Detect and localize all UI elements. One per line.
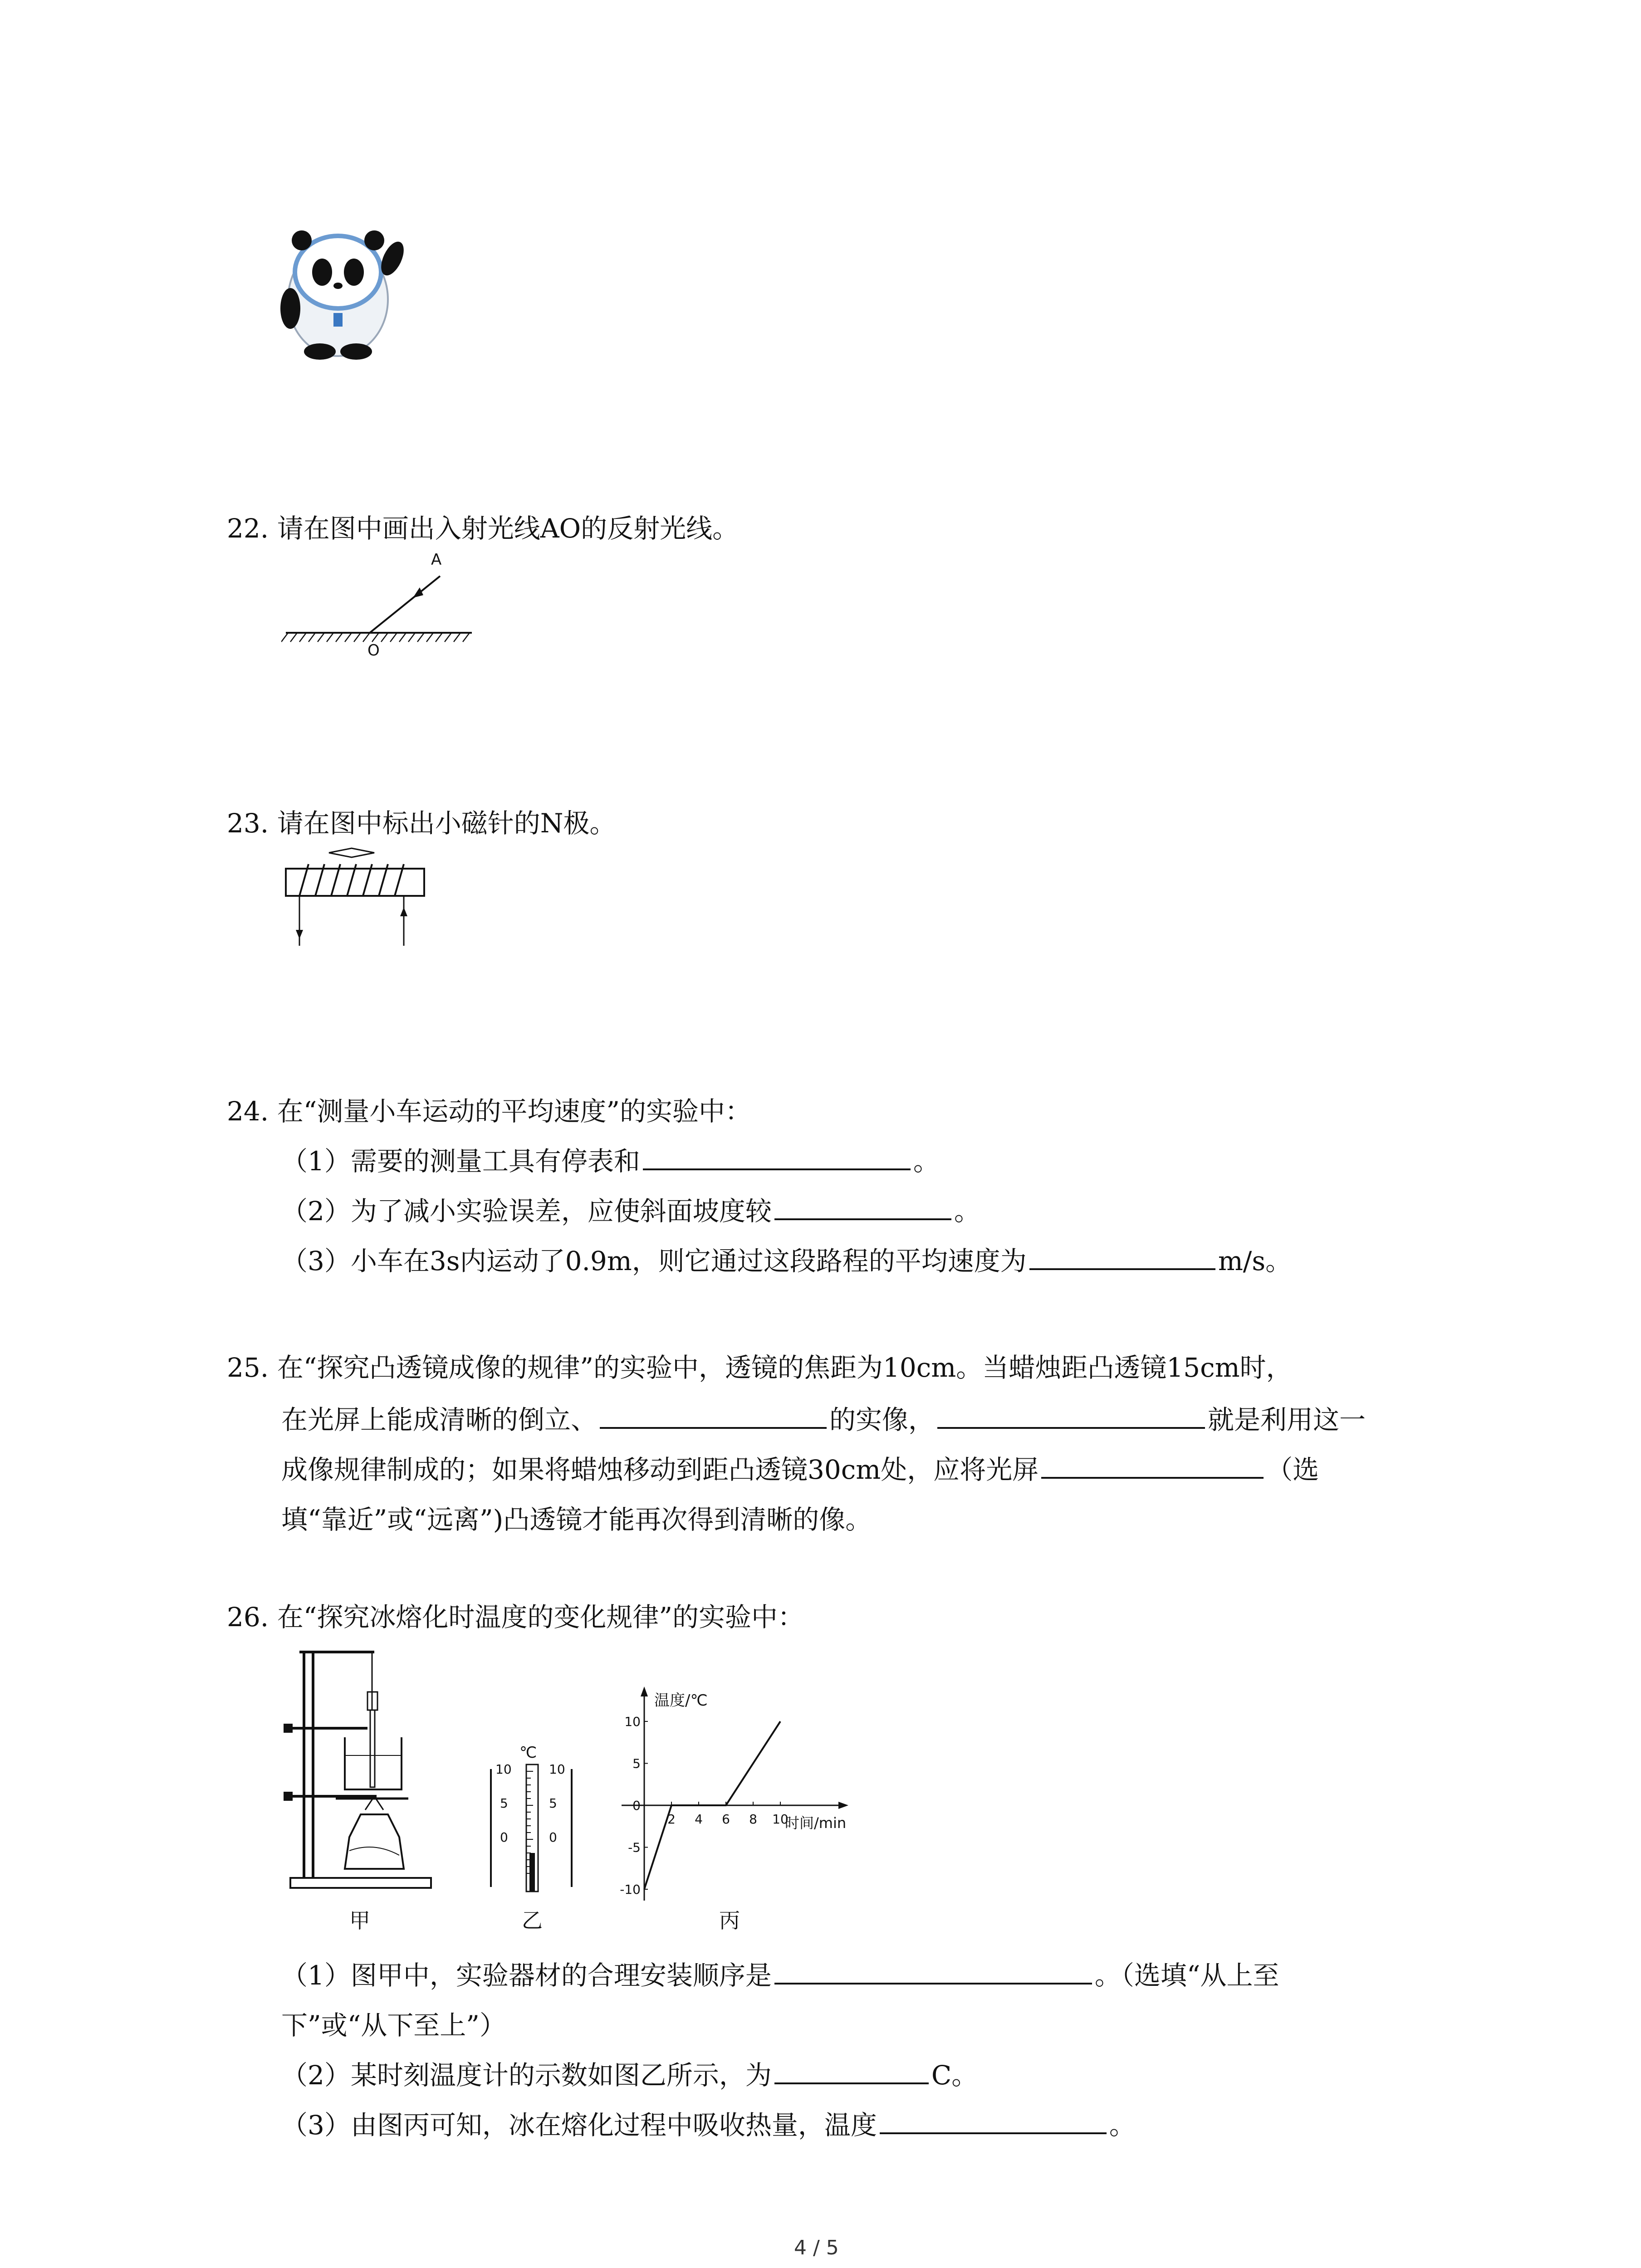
incident-ray bbox=[370, 576, 440, 633]
x-axis-label: 时间/min bbox=[785, 1814, 847, 1832]
question-text: 在“探究凸透镜成像的规律”的实验中，透镜的焦距为10cm。当蜡烛距凸透镜15cm时， bbox=[277, 1352, 1293, 1383]
unit-label: ℃ bbox=[519, 1744, 537, 1762]
thermometer-figure bbox=[481, 1737, 585, 1937]
question-24-part-3 bbox=[281, 1236, 1292, 1286]
label-jia: 甲 bbox=[349, 1908, 370, 1933]
answer-blank[interactable] bbox=[880, 2106, 1107, 2134]
part-end: m/s。 bbox=[1218, 1246, 1292, 1276]
x-axis-arrow bbox=[838, 1802, 848, 1809]
page-number: 4 / 5 bbox=[794, 2236, 839, 2259]
x-tick-label: 6 bbox=[722, 1812, 730, 1827]
x-tick-label: 2 bbox=[667, 1812, 676, 1827]
answer-blank[interactable] bbox=[774, 1192, 951, 1220]
question-26-part-1-cont bbox=[281, 2000, 506, 2050]
tick-right-5: 5 bbox=[549, 1796, 557, 1811]
reflection-diagram bbox=[281, 544, 481, 662]
question-24 bbox=[227, 1086, 751, 1136]
question-number: 24. bbox=[227, 1096, 269, 1127]
line-text: 的实像， bbox=[829, 1404, 935, 1435]
question-text: 在“测量小车运动的平均速度”的实验中： bbox=[277, 1096, 751, 1127]
question-25-line-2 bbox=[281, 1395, 1366, 1445]
y-tick-label: -5 bbox=[628, 1840, 641, 1855]
temperature-graph bbox=[603, 1678, 885, 1937]
mascot-image bbox=[277, 218, 408, 363]
question-number: 26. bbox=[227, 1602, 269, 1633]
question-26 bbox=[227, 1592, 804, 1642]
tick-left-5: 5 bbox=[500, 1796, 508, 1811]
y-tick-label: 10 bbox=[624, 1714, 641, 1729]
question-text: 请在图中画出入射光线AO的反射光线。 bbox=[277, 513, 739, 544]
part-text: 下”或“从下至上”） bbox=[281, 2010, 506, 2041]
y-axis-label: 温度/℃ bbox=[654, 1691, 708, 1710]
part-end: 。 bbox=[1109, 2110, 1136, 2141]
answer-blank[interactable] bbox=[1029, 1242, 1215, 1270]
solenoid-diagram bbox=[281, 844, 431, 953]
question-number: 22. bbox=[227, 513, 269, 544]
question-26-part-2 bbox=[281, 2050, 978, 2100]
part-end: 。 bbox=[913, 1146, 940, 1177]
question-25-line-3 bbox=[281, 1445, 1319, 1495]
question-25 bbox=[227, 1343, 1293, 1393]
y-tick-label: -10 bbox=[620, 1882, 641, 1897]
answer-blank[interactable] bbox=[774, 1956, 1092, 1984]
y-axis-arrow bbox=[641, 1686, 648, 1696]
part-text: 。（选填“从上至 bbox=[1094, 1960, 1279, 1991]
y-tick-label: 5 bbox=[632, 1756, 641, 1771]
question-number: 25. bbox=[227, 1352, 269, 1383]
label-bing: 丙 bbox=[719, 1908, 740, 1933]
line-text: 填“靠近”或“远离”)凸透镜才能再次得到清晰的像。 bbox=[281, 1504, 872, 1535]
compass-needle bbox=[329, 848, 374, 857]
answer-blank[interactable] bbox=[600, 1401, 827, 1429]
line-text: （选 bbox=[1266, 1454, 1319, 1485]
line-text: 就是利用这一 bbox=[1208, 1404, 1366, 1435]
y-tick-label: 0 bbox=[632, 1798, 641, 1813]
part-text: （3）由图丙可知，冰在熔化过程中吸收热量，温度 bbox=[281, 2110, 877, 2141]
answer-blank[interactable] bbox=[937, 1401, 1205, 1429]
tick-left-0: 0 bbox=[500, 1830, 508, 1845]
x-tick-label: 10 bbox=[772, 1812, 789, 1827]
part-text: （2）某时刻温度计的示数如图乙所示，为 bbox=[281, 2060, 772, 2091]
question-23 bbox=[227, 798, 616, 848]
part-text: （1）需要的测量工具有停表和 bbox=[281, 1146, 640, 1177]
answer-blank[interactable] bbox=[643, 1142, 911, 1170]
part-end: 。 bbox=[954, 1196, 980, 1227]
question-26-part-1 bbox=[281, 1950, 1279, 2000]
tick-left-10: 10 bbox=[495, 1762, 512, 1777]
x-tick-label: 8 bbox=[749, 1812, 757, 1827]
question-24-part-1 bbox=[281, 1136, 940, 1186]
part-text: （3）小车在3s内运动了0.9m，则它通过这段路程的平均速度为 bbox=[281, 1246, 1027, 1276]
part-text: （2）为了减小实验误差，应使斜面坡度较 bbox=[281, 1196, 772, 1227]
line-text: 在光屏上能成清晰的倒立、 bbox=[281, 1404, 598, 1435]
question-text: 在“探究冰熔化时温度的变化规律”的实验中： bbox=[277, 1602, 804, 1633]
label-yi: 乙 bbox=[522, 1908, 543, 1933]
tick-right-10: 10 bbox=[549, 1762, 565, 1777]
mercury-column bbox=[529, 1853, 535, 1892]
line-text: 成像规律制成的；如果将蜡烛移动到距凸透镜30cm处，应将光屏 bbox=[281, 1454, 1039, 1485]
question-text: 请在图中标出小磁针的N极。 bbox=[277, 808, 616, 839]
question-24-part-2 bbox=[281, 1186, 980, 1236]
answer-blank[interactable] bbox=[1041, 1451, 1264, 1479]
apparatus-figure bbox=[281, 1642, 445, 1937]
question-number: 23. bbox=[227, 808, 269, 839]
label-a: A bbox=[431, 551, 442, 569]
x-tick-label: 4 bbox=[695, 1812, 703, 1827]
answer-blank[interactable] bbox=[774, 2056, 929, 2084]
part-text: （1）图甲中，实验器材的合理安装顺序是 bbox=[281, 1960, 772, 1991]
tick-right-0: 0 bbox=[549, 1830, 557, 1845]
label-o: O bbox=[367, 641, 380, 660]
part-end: C。 bbox=[931, 2060, 978, 2091]
question-25-line-4 bbox=[281, 1495, 872, 1545]
question-26-part-3 bbox=[281, 2100, 1136, 2150]
